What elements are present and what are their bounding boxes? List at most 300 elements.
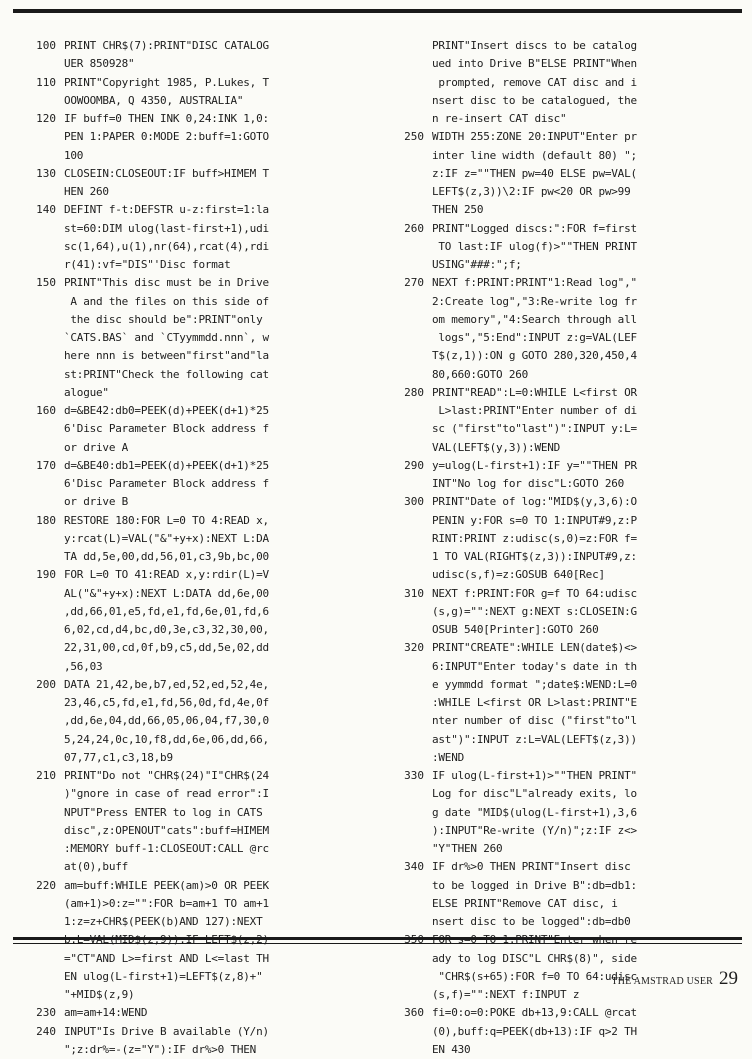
code-text: IF ulog(L-first+1)>""THEN PRINT" xyxy=(432,769,637,782)
line-number xyxy=(20,658,64,676)
line-number xyxy=(388,658,432,676)
code-text: to be logged in Drive B":db=db1: xyxy=(432,878,637,892)
code-text: ,56,03 xyxy=(64,659,103,673)
code-text: 6,02,cd,d4,bc,d0,3e,c3,32,30,00, xyxy=(64,623,269,636)
line-number xyxy=(388,785,432,803)
code-text: 2:Create log","3:Re-write log fr xyxy=(432,294,637,308)
code-text: e yymmdd format ";date$:WEND:L=0 xyxy=(432,677,637,691)
code-line xyxy=(388,840,734,858)
line-number xyxy=(388,877,432,895)
line-number xyxy=(388,55,432,73)
line-number xyxy=(388,603,432,621)
line-number xyxy=(20,493,64,511)
line-number xyxy=(20,895,64,913)
line-number xyxy=(20,293,64,311)
code-line xyxy=(20,329,368,347)
code-line xyxy=(20,512,368,530)
line-number: 140 xyxy=(36,203,56,217)
line-number xyxy=(388,37,432,55)
line-number xyxy=(388,475,432,493)
code-line xyxy=(388,402,734,420)
code-line xyxy=(20,92,368,110)
code-line xyxy=(388,913,734,931)
line-number xyxy=(388,329,432,347)
code-line xyxy=(20,950,368,968)
code-text: "+MID$(z,9) xyxy=(64,988,135,1001)
code-line xyxy=(20,311,368,329)
line-number xyxy=(20,968,64,986)
code-line xyxy=(20,147,368,165)
line-number xyxy=(388,201,432,219)
code-line xyxy=(20,37,368,55)
code-line xyxy=(388,220,734,238)
code-text: 5,24,24,0c,10,f8,dd,6e,06,dd,66, xyxy=(64,732,269,746)
line-number xyxy=(20,694,64,712)
code-text: USING"###:";f; xyxy=(432,258,522,271)
line-number xyxy=(20,585,64,603)
line-number xyxy=(388,110,432,128)
code-text: "Y"THEN 260 xyxy=(432,842,503,855)
code-text: CLOSEIN:CLOSEOUT:IF buff>HIMEM T xyxy=(64,166,269,180)
line-number xyxy=(388,92,432,110)
code-line xyxy=(20,931,368,949)
code-line xyxy=(20,110,368,128)
code-line xyxy=(388,676,734,694)
line-number xyxy=(20,475,64,493)
code-text: st=60:DIM ulog(last-first+1),udi xyxy=(64,221,269,235)
code-line xyxy=(388,1041,734,1059)
line-number xyxy=(388,183,432,201)
code-text: WIDTH 255:ZONE 20:INPUT"Enter pr xyxy=(432,130,637,144)
code-text: `CATS.BAS` and `CTyymmdd.nnn`, w xyxy=(64,331,269,344)
code-text: INT"No log for disc"L:GOTO 260 xyxy=(432,477,625,490)
code-line xyxy=(388,585,734,603)
code-line xyxy=(20,439,368,457)
line-number xyxy=(388,512,432,530)
code-line xyxy=(388,694,734,712)
code-text: d=&BE40:db1=PEEK(d)+PEEK(d+1)*25 xyxy=(64,458,269,472)
code-line xyxy=(388,512,734,530)
code-line xyxy=(388,785,734,803)
code-text: PEN 1:PAPER 0:MODE 2:buff=1:GOTO xyxy=(64,130,269,144)
line-number xyxy=(20,639,64,657)
code-text: IF dr%>0 THEN PRINT"Insert disc xyxy=(432,860,631,874)
code-text: Log for disc"L"already exits, lo xyxy=(432,787,637,801)
code-text: at(0),buff xyxy=(64,860,129,874)
code-line xyxy=(20,621,368,639)
code-line xyxy=(388,439,734,457)
line-number: 260 xyxy=(404,221,424,235)
code-text: EN 430 xyxy=(432,1042,471,1056)
code-text: here nnn is between"first"and"la xyxy=(64,349,269,363)
code-text: PRINT CHR$(7):PRINT"DISC CATALOG xyxy=(64,39,269,52)
code-text: (s,f)="":NEXT f:INPUT z xyxy=(432,988,580,1001)
code-text: PRINT"Copyright 1985, P.Lukes, T xyxy=(64,75,269,89)
code-text: PRINT"Insert discs to be catalog xyxy=(432,39,637,52)
code-line xyxy=(20,840,368,858)
code-line xyxy=(20,457,368,475)
code-line xyxy=(388,238,734,256)
bottom-rule-thin xyxy=(13,943,742,944)
page-number: 29 xyxy=(719,968,738,989)
line-number xyxy=(20,804,64,822)
code-line xyxy=(20,877,368,895)
code-text: 1:z=z+CHR$(PEEK(b)AND 127):NEXT xyxy=(64,915,263,928)
code-text: 23,46,c5,fd,e1,fd,56,0d,fd,4e,0f xyxy=(64,696,269,709)
code-text: nsert disc to be catalogued, the xyxy=(432,93,637,107)
line-number xyxy=(20,1041,64,1059)
code-text: ast")":INPUT z:L=VAL(LEFT$(z,3)) xyxy=(432,732,637,746)
code-text: ady to log DISC"L CHR$(8)", side xyxy=(432,951,637,965)
code-text: )"gnore in case of read error":I xyxy=(64,787,269,801)
line-number xyxy=(20,840,64,858)
line-number xyxy=(388,74,432,92)
line-number xyxy=(20,55,64,73)
code-line xyxy=(20,220,368,238)
line-number xyxy=(20,712,64,730)
code-line xyxy=(20,183,368,201)
code-line xyxy=(20,274,368,292)
code-text: NPUT"Press ENTER to log in CATS xyxy=(64,805,263,819)
code-line xyxy=(20,548,368,566)
code-line xyxy=(20,767,368,785)
code-text: nter number of disc ("first"to"l xyxy=(432,714,637,728)
line-number xyxy=(388,968,432,986)
line-number xyxy=(388,822,432,840)
code-text: y=ulog(L-first+1):IF y=""THEN PR xyxy=(432,458,637,472)
line-number: 270 xyxy=(404,276,424,290)
code-text: T$(z,1)):ON g GOTO 280,320,450,4 xyxy=(432,349,637,363)
line-number xyxy=(388,165,432,183)
code-text: RESTORE 180:FOR L=0 TO 4:READ x, xyxy=(64,513,269,527)
code-text: st:PRINT"Check the following cat xyxy=(64,367,269,381)
code-line xyxy=(388,347,734,365)
code-text: ,dd,6e,04,dd,66,05,06,04,f7,30,0 xyxy=(64,714,269,728)
code-text: INPUT"Is Drive B available (Y/n) xyxy=(64,1024,269,1038)
code-text: OSUB 540[Printer]:GOTO 260 xyxy=(432,623,599,636)
code-text: LEFT$(z,3))\2:IF pw<20 OR pw>99 xyxy=(432,185,631,198)
line-number xyxy=(388,293,432,311)
code-line xyxy=(20,858,368,876)
code-line xyxy=(20,347,368,365)
code-line xyxy=(20,968,368,986)
code-text: nsert disc to be logged":db=db0 xyxy=(432,915,631,928)
line-number xyxy=(388,731,432,749)
line-number xyxy=(388,804,432,822)
code-text: or drive A xyxy=(64,440,129,454)
line-number xyxy=(20,256,64,274)
code-line xyxy=(20,165,368,183)
code-text: (s,g)="":NEXT g:NEXT s:CLOSEIN:G xyxy=(432,604,637,618)
line-number xyxy=(388,311,432,329)
code-text: HEN 260 xyxy=(64,185,109,198)
code-text: :WEND xyxy=(432,750,465,764)
code-line xyxy=(388,165,734,183)
line-number: 210 xyxy=(36,769,56,782)
code-text: 1 TO VAL(RIGHT$(z,3)):INPUT#9,z: xyxy=(432,550,637,563)
line-number: 200 xyxy=(36,677,56,691)
code-line xyxy=(20,986,368,1004)
code-text: fi=0:o=0:POKE db+13,9:CALL @rcat xyxy=(432,1006,637,1020)
line-number xyxy=(20,128,64,146)
code-line xyxy=(388,822,734,840)
line-number: 300 xyxy=(404,495,424,509)
line-number xyxy=(388,694,432,712)
code-line xyxy=(388,457,734,475)
code-text: or drive B xyxy=(64,495,129,509)
line-number xyxy=(388,749,432,767)
code-line xyxy=(20,366,368,384)
code-line xyxy=(388,639,734,657)
code-line xyxy=(20,475,368,493)
line-number xyxy=(20,986,64,1004)
code-line xyxy=(20,402,368,420)
line-number: 170 xyxy=(36,458,56,472)
line-number xyxy=(20,950,64,968)
code-text: PRINT"READ":L=0:WHILE L<first OR xyxy=(432,385,637,399)
line-number: 290 xyxy=(404,458,424,472)
code-line xyxy=(388,128,734,146)
line-number xyxy=(20,548,64,566)
line-number: 100 xyxy=(36,39,56,52)
code-line xyxy=(20,530,368,548)
code-line xyxy=(388,475,734,493)
code-line xyxy=(20,658,368,676)
magazine-name: THE AMSTRAD USER xyxy=(611,976,713,987)
code-text: the disc should be":PRINT"only xyxy=(64,312,263,326)
line-number xyxy=(388,566,432,584)
code-line xyxy=(388,1023,734,1041)
code-line xyxy=(388,566,734,584)
code-line xyxy=(20,201,368,219)
code-line xyxy=(20,731,368,749)
line-number: 230 xyxy=(36,1006,56,1020)
code-text: udisc(s,f)=z:GOSUB 640[Rec] xyxy=(432,568,605,582)
code-line xyxy=(20,694,368,712)
code-line xyxy=(20,384,368,402)
line-number xyxy=(388,895,432,913)
line-number: 180 xyxy=(36,513,56,527)
code-line xyxy=(20,1041,368,1059)
code-text: VAL(LEFT$(y,3)):WEND xyxy=(432,440,561,454)
code-line xyxy=(388,621,734,639)
code-text: ="CT"AND L>=first AND L<=last TH xyxy=(64,951,269,965)
code-text: g date "MID$(ulog(L-first+1),3,6 xyxy=(432,805,637,819)
line-number xyxy=(20,329,64,347)
line-number xyxy=(388,238,432,256)
line-number xyxy=(20,530,64,548)
code-text: ued into Drive B"ELSE PRINT"When xyxy=(432,57,637,71)
code-text: PRINT"Logged discs:":FOR f=first xyxy=(432,221,637,235)
code-text: ";z:dr%=-(z="Y"):IF dr%>0 THEN xyxy=(64,1042,257,1056)
code-line xyxy=(388,256,734,274)
code-text: sc ("first"to"last")":INPUT y:L= xyxy=(432,422,637,436)
code-line xyxy=(388,201,734,219)
line-number: 330 xyxy=(404,769,424,782)
line-number: 340 xyxy=(404,860,424,874)
page-footer xyxy=(611,968,738,990)
code-line xyxy=(388,658,734,676)
code-line xyxy=(388,931,734,949)
line-number xyxy=(388,621,432,639)
code-text: z:IF z=""THEN pw=40 ELSE pw=VAL( xyxy=(432,166,637,180)
line-number xyxy=(388,676,432,694)
listing-column-right xyxy=(388,37,734,1059)
code-line xyxy=(388,420,734,438)
line-number xyxy=(20,822,64,840)
line-number: 120 xyxy=(36,112,56,125)
code-text: IF buff=0 THEN INK 0,24:INK 1,0: xyxy=(64,112,269,125)
line-number xyxy=(20,347,64,365)
code-line xyxy=(388,603,734,621)
line-number xyxy=(20,749,64,767)
code-text: prompted, remove CAT disc and i xyxy=(432,75,637,89)
code-text: ELSE PRINT"Remove CAT disc, i xyxy=(432,896,618,910)
line-number xyxy=(388,530,432,548)
line-number xyxy=(388,1041,432,1059)
line-number xyxy=(20,621,64,639)
code-line xyxy=(388,293,734,311)
code-text: inter line width (default 80) "; xyxy=(432,148,637,162)
code-text: PRINT"This disc must be in Drive xyxy=(64,276,269,290)
code-text: :MEMORY buff-1:CLOSEOUT:CALL @rc xyxy=(64,842,269,855)
code-text: n re-insert CAT disc" xyxy=(432,112,567,125)
line-number xyxy=(388,439,432,457)
code-line xyxy=(20,55,368,73)
code-line xyxy=(388,384,734,402)
code-text: PRINT"CREATE":WHILE LEN(date$)<> xyxy=(432,641,637,655)
code-line xyxy=(388,329,734,347)
code-text: AL("&"+y+x):NEXT L:DATA dd,6e,00 xyxy=(64,586,269,600)
code-text: y:rcat(L)=VAL("&"+y+x):NEXT L:DA xyxy=(64,531,269,545)
code-text: "CHR$(s+65):FOR f=0 TO 64:udisc xyxy=(432,969,637,983)
line-number: 280 xyxy=(404,385,424,399)
line-number xyxy=(388,147,432,165)
line-number xyxy=(20,384,64,402)
code-line xyxy=(388,895,734,913)
code-text: OOWOOMBA, Q 4350, AUSTRALIA" xyxy=(64,93,244,107)
code-line xyxy=(20,566,368,584)
code-line xyxy=(20,293,368,311)
line-number xyxy=(388,986,432,1004)
line-number xyxy=(20,220,64,238)
code-text xyxy=(432,931,734,949)
code-text: 100 xyxy=(64,148,84,162)
code-line xyxy=(388,877,734,895)
code-text: 07,77,c1,c3,18,b9 xyxy=(64,750,173,764)
code-line xyxy=(20,804,368,822)
code-text: DEFINT f-t:DEFSTR u-z:first=1:la xyxy=(64,203,269,217)
line-number: 110 xyxy=(36,75,56,89)
code-line xyxy=(388,147,734,165)
code-line xyxy=(20,238,368,256)
code-line xyxy=(20,749,368,767)
code-line xyxy=(20,1023,368,1041)
line-number: 250 xyxy=(404,130,424,144)
line-number xyxy=(388,548,432,566)
code-text: A and the files on this side of xyxy=(64,294,269,308)
listing-column-left xyxy=(20,37,368,1059)
code-line xyxy=(20,822,368,840)
code-text: EN ulog(L-first+1)=LEFT$(z,8)+" xyxy=(64,969,263,983)
line-number xyxy=(388,913,432,931)
code-line xyxy=(388,731,734,749)
line-number xyxy=(20,147,64,165)
code-text: am=am+14:WEND xyxy=(64,1006,148,1020)
code-line xyxy=(388,858,734,876)
code-text: sc(1,64),u(1),nr(64),rcat(4),rdi xyxy=(64,239,269,253)
line-number xyxy=(20,183,64,201)
code-text: 6:INPUT"Enter today's date in th xyxy=(432,659,637,673)
line-number: 240 xyxy=(36,1024,56,1038)
line-number xyxy=(20,603,64,621)
code-line xyxy=(388,311,734,329)
code-line xyxy=(388,1004,734,1022)
code-line xyxy=(388,274,734,292)
code-text: (0),buff:q=PEEK(db+13):IF q>2 TH xyxy=(432,1024,637,1038)
code-line xyxy=(388,183,734,201)
code-text: (am+1)>0:z="":FOR b=am+1 TO am+1 xyxy=(64,896,269,910)
line-number: 150 xyxy=(36,276,56,290)
code-text: NEXT f:PRINT:FOR g=f TO 64:udisc xyxy=(432,586,637,600)
code-text: :WHILE L<first OR L>last:PRINT"E xyxy=(432,696,637,709)
code-line xyxy=(20,256,368,274)
code-text: disc",z:OPENOUT"cats":buff=HIMEM xyxy=(64,823,269,837)
code-line xyxy=(20,712,368,730)
line-number: 190 xyxy=(36,568,56,582)
code-text: 6'Disc Parameter Block address f xyxy=(64,477,269,490)
code-line xyxy=(388,712,734,730)
code-text: DATA 21,42,be,b7,ed,52,ed,52,4e, xyxy=(64,677,269,691)
line-number xyxy=(20,238,64,256)
line-number xyxy=(20,858,64,876)
code-line xyxy=(388,74,734,92)
code-text: d=&BE42:db0=PEEK(d)+PEEK(d+1)*25 xyxy=(64,404,269,417)
code-text: ,dd,66,01,e5,fd,e1,fd,6e,01,fd,6 xyxy=(64,604,269,618)
line-number xyxy=(20,420,64,438)
code-line xyxy=(388,950,734,968)
code-text: THEN 250 xyxy=(432,203,484,217)
line-number xyxy=(388,712,432,730)
code-line xyxy=(20,603,368,621)
line-number xyxy=(20,311,64,329)
line-number xyxy=(388,840,432,858)
line-number xyxy=(388,420,432,438)
top-rule xyxy=(13,9,742,13)
code-line xyxy=(20,493,368,511)
code-line xyxy=(388,37,734,55)
line-number: 130 xyxy=(36,166,56,180)
code-line xyxy=(20,74,368,92)
code-line xyxy=(20,128,368,146)
line-number xyxy=(20,731,64,749)
line-number xyxy=(388,931,432,949)
code-line xyxy=(20,895,368,913)
code-line xyxy=(20,1004,368,1022)
code-line xyxy=(20,420,368,438)
code-line xyxy=(388,366,734,384)
code-text: logs","5:End":INPUT z:g=VAL(LEF xyxy=(432,331,637,344)
code-text: om memory","4:Search through all xyxy=(432,312,637,326)
code-line xyxy=(388,530,734,548)
code-line xyxy=(388,767,734,785)
code-text: PRINT"Do not "CHR$(24)"I"CHR$(24 xyxy=(64,769,269,782)
code-text: 80,660:GOTO 260 xyxy=(432,367,529,381)
line-number: 320 xyxy=(404,641,424,655)
code-text: NEXT f:PRINT:PRINT"1:Read log"," xyxy=(432,276,637,290)
code-text: PENIN y:FOR s=0 TO 1:INPUT#9,z:P xyxy=(432,513,637,527)
line-number xyxy=(20,366,64,384)
